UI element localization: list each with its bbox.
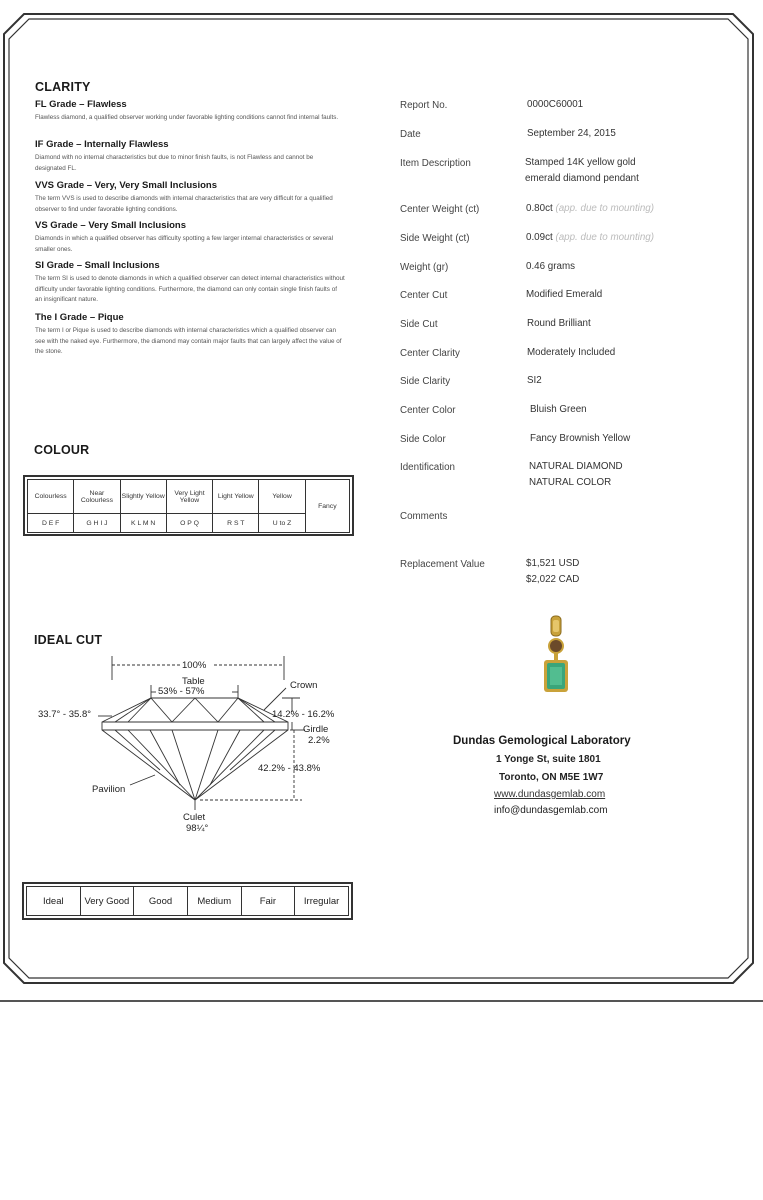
cut-grade-cell: Medium [187,887,241,916]
colour-col-name: Fancy [305,480,349,533]
field-value-replacement-value [526,556,579,588]
field-label-side-color: Side Color [400,434,446,445]
cut-grade-cell: Good [134,887,188,916]
field-label-comments: Comments [400,511,448,522]
grade-title: FL Grade – Flawless [35,99,127,110]
ideal-cut-title: IDEAL CUT [34,633,103,647]
field-value-center-cut: Modified Emerald [526,289,603,300]
field-label-center-weight: Center Weight (ct) [400,204,480,215]
colour-col-grades: G H I J [74,514,120,533]
field-value-side-clarity: SI2 [527,375,542,386]
colour-col-grades: U to Z [259,514,305,533]
field-label-weight: Weight (gr) [400,262,449,273]
grade-desc: Flawless diamond, a qualified observer working under favorable lighting conditions cannot find internal faults. [35,114,339,121]
field-value-side-color: Fancy Brownish Yellow [530,433,631,444]
field-label-item-description: Item Description [400,158,471,169]
total-width-label: 100% [182,660,207,671]
side-weight-value: 0.09ct [526,232,553,243]
lab-website-link[interactable]: www.dundasgemlab.com [494,789,606,800]
grade-title: SI Grade – Small Inclusions [35,260,160,271]
crown-label: Crown [290,680,318,691]
side-weight-note: (app. due to mounting) [555,232,655,243]
grade-title: The I Grade – Pique [35,312,124,323]
culet-label: Culet [183,812,206,823]
field-label-report-no: Report No. [400,100,448,111]
girdle-label: Girdle [303,724,329,735]
field-value-weight: 0.46 grams [526,261,576,272]
field-value-center-color: Bluish Green [530,404,587,415]
colour-title: COLOUR [34,443,90,457]
field-label-identification: Identification [400,462,456,473]
colour-scale-table [27,479,350,533]
grade-title: IF Grade – Internally Flawless [35,139,169,150]
field-label-side-weight: Side Weight (ct) [400,233,470,244]
field-label-date: Date [400,129,421,140]
pavilion-depth-label: 42.2% - 43.8% [258,763,321,774]
field-value-side-weight [526,230,654,246]
center-weight-note: (app. due to mounting) [555,203,655,214]
clarity-title: CLARITY [35,80,91,94]
colour-col-name: Yellow [259,480,305,514]
clarity-grade-vvs [35,180,345,215]
field-value-center-clarity: Moderately Included [527,347,616,358]
grade-desc: Diamonds in which a qualified observer has difficulty spotting a few larger internal characteristics or several smaller ones. [35,235,334,253]
lab-address-line-2: Toronto, ON M5E 1W7 [499,772,604,783]
field-label-replacement-value: Replacement Value [400,559,485,570]
colour-col-grades: R S T [213,514,259,533]
identification-line-1: NATURAL DIAMOND [529,461,623,472]
field-value-side-cut: Round Brilliant [527,318,591,329]
replacement-value-cad: $2,022 CAD [526,574,580,585]
colour-col-name: Light Yellow [213,480,259,514]
page-bottom-rule [0,1000,763,1002]
field-value-item-description [525,155,639,187]
grade-desc: The term VVS is used to describe diamonds with internal characteristics that are very difficult for a qualified observer to find under favorable lighting conditions. [35,195,333,213]
cut-grade-cell: Very Good [80,887,134,916]
cut-grade-table [26,886,349,916]
crown-angle-label: 33.7° - 35.8° [38,709,92,720]
lab-address-line-1: 1 Yonge St, suite 1801 [496,754,601,765]
field-label-side-clarity: Side Clarity [400,376,451,387]
identification-line-2: NATURAL COLOR [529,477,612,488]
colour-col-name: Slightly Yellow [120,480,166,514]
colour-col-name: Very Light Yellow [166,480,212,514]
culet-pct-label: 98¼° [186,823,209,834]
colour-col-grades: O P Q [166,514,212,533]
table-range-label: 53% - 57% [158,686,205,697]
colour-col-grades: K L M N [120,514,166,533]
lab-name: Dundas Gemological Laboratory [453,735,631,747]
cut-grade-cell: Fair [241,887,295,916]
clarity-grade-fl [35,99,345,124]
pendant-photo [538,614,574,700]
lab-email[interactable]: info@dundasgemlab.com [494,805,608,816]
table-label: Table [182,676,205,687]
field-value-center-weight [526,201,654,217]
clarity-grade-si [35,260,345,306]
grade-desc: Diamond with no internal characteristics but due to minor finish faults, is not Flawless and cannot be designated FL. [35,154,314,172]
cut-grade-cell: Irregular [295,887,349,916]
field-value-date: September 24, 2015 [527,128,616,139]
field-label-center-cut: Center Cut [400,290,448,301]
field-label-center-clarity: Center Clarity [400,348,460,359]
grade-desc: The term I or Pique is used to describe diamonds with internal characteristics which a qualified observer can see with the naked eye. Furthermore, the diamond may contain major faults that can largely affect the value of the stone. [35,327,342,355]
clarity-grade-if [35,139,345,174]
field-label-center-color: Center Color [400,405,456,416]
pavilion-label: Pavilion [92,784,126,795]
item-description-line-2: emerald diamond pendant [525,173,639,184]
colour-col-name: Colourless [28,480,74,514]
field-value-identification [529,459,623,491]
field-value-report-no: 0000C60001 [527,99,584,110]
clarity-grade-vs [35,220,345,255]
cut-grade-cell: Ideal [27,887,81,916]
center-weight-value: 0.80ct [526,203,553,214]
crown-height-label: 14.2% - 16.2% [272,709,335,720]
grade-desc: The term SI is used to denote diamonds in which a qualified observer can detect internal characteristics without difficulty under favorable lighting conditions. Furthermore, the diamond can only contain single finish faults of an insignificant nature. [35,275,345,303]
replacement-value-usd: $1,521 USD [526,558,580,569]
colour-col-grades: D E F [28,514,74,533]
grade-title: VVS Grade – Very, Very Small Inclusions [35,180,217,191]
field-label-side-cut: Side Cut [400,319,438,330]
girdle-pct-label: 2.2% [308,735,330,746]
colour-col-name: Near Colourless [74,480,120,514]
grade-title: VS Grade – Very Small Inclusions [35,220,187,231]
clarity-grade-i [35,312,345,358]
item-description-line-1: Stamped 14K yellow gold [525,157,636,168]
